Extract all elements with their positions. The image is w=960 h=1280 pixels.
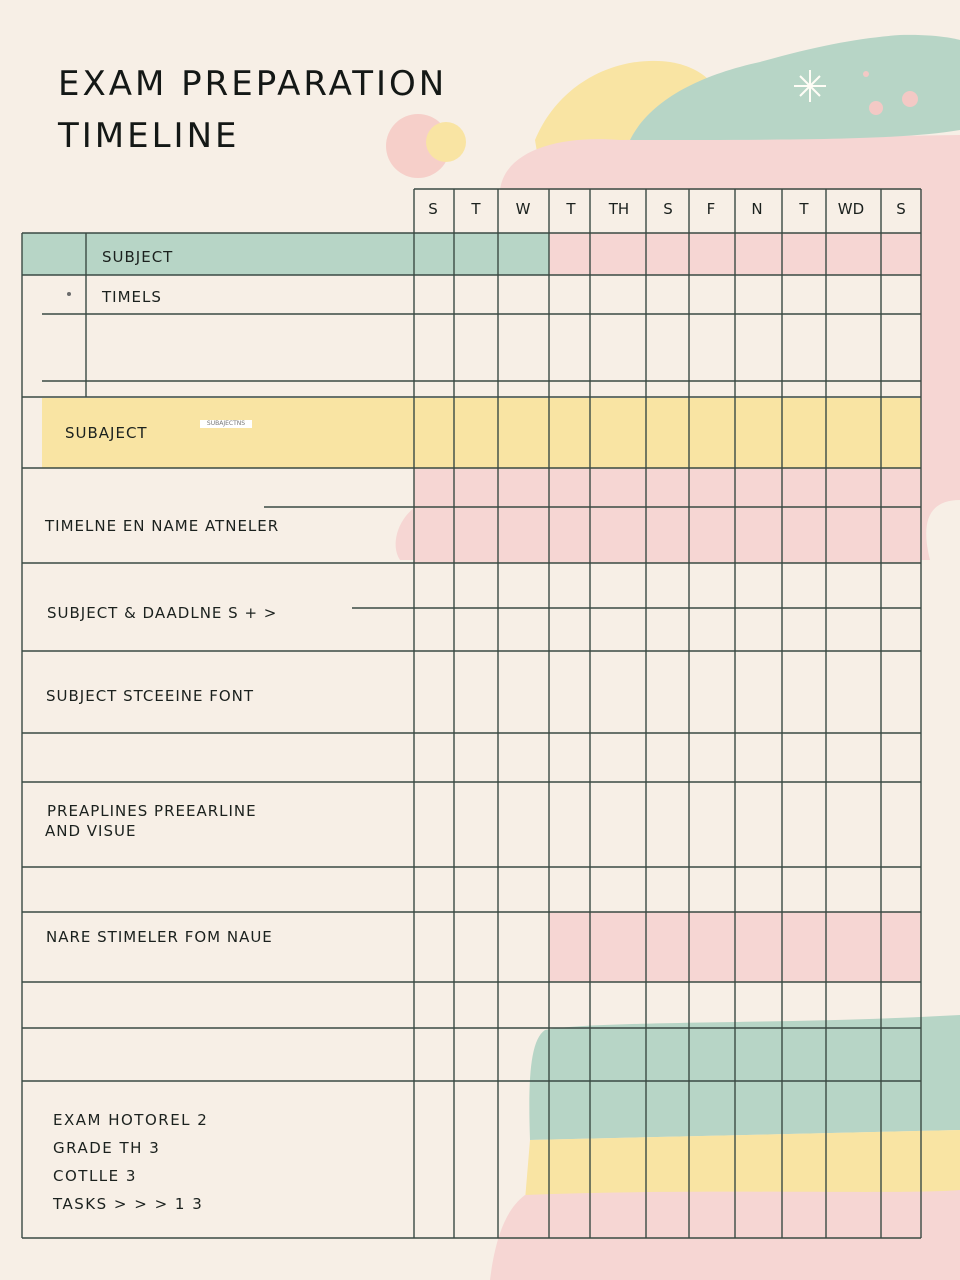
day-header-8: N [751, 200, 763, 218]
row-label-timels: TIMELS [102, 288, 162, 306]
row-label-deadline: SUBJECT & DAADLNE S + > [47, 604, 278, 622]
day-header-9: T [799, 200, 809, 218]
row-label-stceeine: SUBJECT STCEEINE FONT [46, 687, 255, 705]
row-label-subject-header: SUBJECT [102, 248, 174, 266]
day-header-7: F [706, 200, 716, 218]
grid-lines [22, 189, 921, 1238]
row-label-preaplines-2: AND VISUE [45, 822, 137, 840]
footer-summary [53, 1106, 208, 1218]
subject2-fill [42, 398, 921, 468]
row-label-subject2: SUBAJECT [65, 424, 148, 442]
tiny-tag: SUBAJECTNS [200, 420, 252, 428]
page-title [58, 58, 447, 162]
footer-line-2: GRADE TH 3 [53, 1139, 161, 1157]
row-label-stimeler: NARE STIMELER FOM NAUE [46, 928, 273, 946]
day-header-3: W [515, 200, 531, 218]
timeline-row-fill [414, 468, 921, 563]
row-label-preaplines-1: PREAPLINES PREEARLINE [47, 802, 257, 820]
day-header-1: S [428, 200, 438, 218]
day-header-2: T [471, 200, 481, 218]
day-header-6: S [663, 200, 673, 218]
bullet-dot [67, 292, 71, 296]
row-label-timeline-name: TIMELNE EN NAME ATNELER [45, 517, 280, 535]
footer-line-3: COTLLE 3 [53, 1167, 137, 1185]
day-header-5: TH [608, 200, 630, 218]
day-header-11: S [896, 200, 906, 218]
title-line-2: TIMELINE [58, 116, 240, 156]
footer-line-1: EXAM HOTOREL 2 [53, 1111, 209, 1129]
day-header-10: WD [837, 200, 865, 218]
title-line-1: EXAM PREPARATION [58, 64, 448, 104]
day-header-4: T [566, 200, 576, 218]
footer-line-4: TASKS > > > 1 3 [53, 1195, 204, 1213]
